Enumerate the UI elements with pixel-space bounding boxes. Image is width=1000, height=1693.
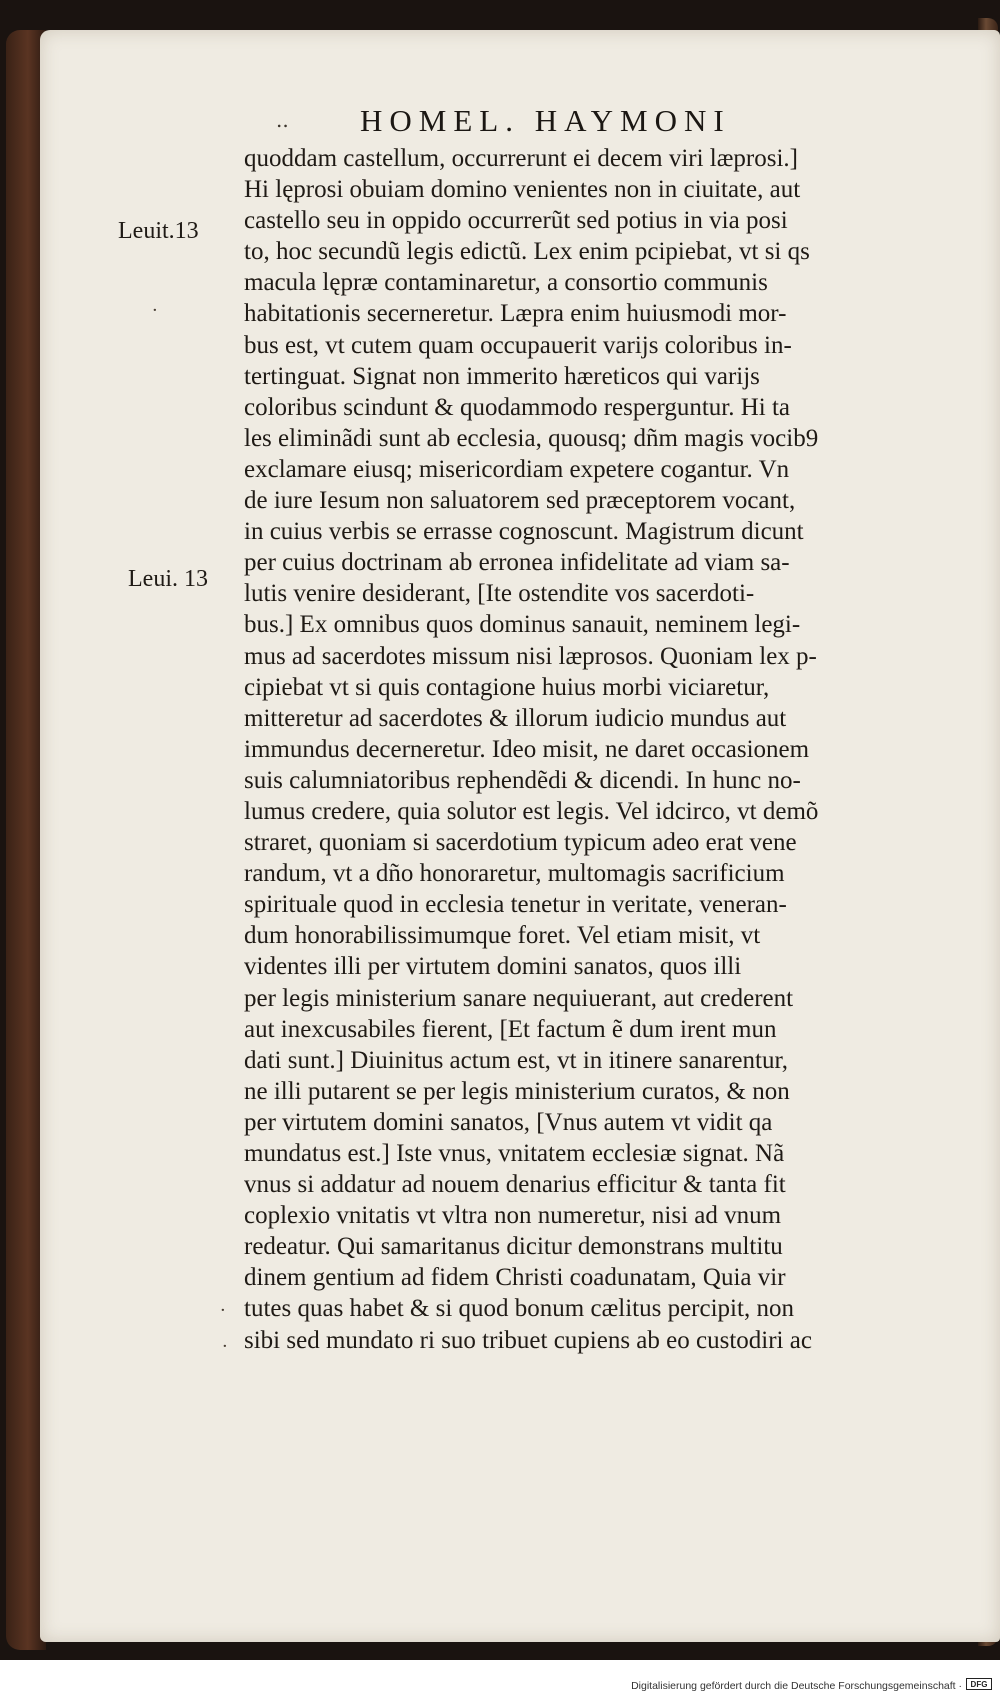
text-line: spirituale quod in ecclesia tenetur in veritate, veneran- bbox=[244, 891, 787, 919]
text-line: lumus credere, quia solutor est legis. Vel idcirco, vt demõ bbox=[244, 797, 819, 825]
text-line: quoddam castellum, occurrerunt ei decem viri læprosi.] bbox=[244, 145, 798, 172]
digitization-credit: Digitalisierung gefördert durch die Deutsche Forschungsgemeinschaft · bbox=[631, 1680, 962, 1692]
text-line: videntes illi per virtutem domini sanatos, quos illi bbox=[244, 953, 742, 981]
text-line: aut inexcusabiles fierent, [Et factum ẽ dum irent mun bbox=[244, 1015, 777, 1043]
text-line: mundatus est.] Iste vnus, vnitatem ecclesiæ signat. Nã bbox=[244, 1140, 785, 1167]
text-line: dum honorabilissimumque foret. Vel etiam misit, vt bbox=[244, 922, 761, 950]
text-line: redeatur. Qui samaritanus dicitur demonstrans multitu bbox=[244, 1233, 783, 1261]
text-line: cipiebat vt si quis contagione huius morbi viciaretur, bbox=[244, 673, 770, 701]
text-line: in cuius verbis se errasse cognoscunt. Magistrum dicunt bbox=[244, 518, 804, 546]
text-line: tutes quas habet & si quod bonum cælitus percipit, non bbox=[244, 1295, 794, 1323]
text-line: macula lępræ contaminaretur, a consortio communis bbox=[244, 269, 768, 297]
text-line: castello seu in oppido occurrerũt sed potius in via posi bbox=[244, 207, 788, 235]
ink-speck: .. bbox=[276, 108, 289, 132]
text-line: per virtutem domini sanatos, [Vnus autem vt vidit qa bbox=[244, 1108, 773, 1136]
text-line: immundus decerneretur. Ideo misit, ne daret occasionem bbox=[244, 735, 810, 763]
text-line: per cuius doctrinam ab erronea infidelitate ad viam sa- bbox=[244, 549, 790, 577]
ink-speck: · bbox=[220, 1300, 226, 1321]
text-line: mus ad sacerdotes missum nisi læprosos. Quoniam lex p- bbox=[244, 642, 817, 670]
text-line: suis calumniatoribus rephendẽdi & dicendi. In hunc no- bbox=[244, 766, 801, 794]
ink-speck: · bbox=[152, 300, 158, 321]
marginal-note-leviticus: Leui. 13 bbox=[128, 566, 208, 592]
text-line: per legis ministerium sanare nequiuerant, aut crederent bbox=[244, 984, 794, 1012]
text-line: exclamare eiusq; misericordiam expetere cogantur. Vn bbox=[244, 455, 790, 483]
text-line: randum, vt a dño honoraretur, multomagis sacrificium bbox=[244, 860, 785, 888]
text-line: bus est, vt cutem quam occupauerit varijs coloribus in- bbox=[244, 331, 792, 359]
running-head: HOMEL. HAYMONI bbox=[360, 103, 731, 138]
text-line: habitationis secerneretur. Læpra enim huiusmodi mor- bbox=[244, 300, 787, 328]
text-line: dati sunt.] Diuinitus actum est, vt in itinere sanarentur, bbox=[244, 1046, 789, 1074]
text-line: bus.] Ex omnibus quos dominus sanauit, neminem legi- bbox=[244, 611, 801, 639]
text-line: sibi sed mundato ri suo tribuet cupiens ab eo custodiri ac bbox=[244, 1326, 812, 1354]
ink-speck: · bbox=[222, 1336, 228, 1357]
marginal-note-leviticus: Leuit.13 bbox=[118, 218, 199, 244]
text-line: Hi lęprosi obuiam domino venientes non in ciuitate, aut bbox=[244, 176, 801, 204]
dfg-logo: DFG bbox=[966, 1678, 992, 1690]
text-line: dinem gentium ad fidem Christi coadunatam, Quia vir bbox=[244, 1264, 786, 1292]
text-line: straret, quoniam si sacerdotium typicum adeo erat vene bbox=[244, 829, 797, 857]
text-line: coplexio vnitatis vt vltra non numeretur, nisi ad vnum bbox=[244, 1202, 782, 1230]
text-line: lutis venire desiderant, [Ite ostendite vos sacerdoti- bbox=[244, 580, 755, 608]
text-line: de iure Iesum non saluatorem sed præceptorem vocant, bbox=[244, 487, 796, 515]
text-line: coloribus scindunt & quodammodo resperguntur. Hi ta bbox=[244, 393, 790, 421]
text-line: to, hoc secundũ legis edictũ. Lex enim pcipiebat, vt si qs bbox=[244, 238, 810, 266]
text-line: vnus si addatur ad nouem denarius efficitur & tanta fit bbox=[244, 1171, 786, 1199]
text-line: ne illi putarent se per legis ministerium curatos, & non bbox=[244, 1077, 790, 1105]
text-line: les eliminãdi sunt ab ecclesia, quousq; dñm magis vocib9 bbox=[244, 424, 819, 452]
text-line: mitteretur ad sacerdotes & illorum iudicio mundus aut bbox=[244, 704, 787, 732]
body-text-block bbox=[244, 143, 964, 1356]
text-line: tertinguat. Signat non immerito hæreticos qui varijs bbox=[244, 362, 760, 390]
